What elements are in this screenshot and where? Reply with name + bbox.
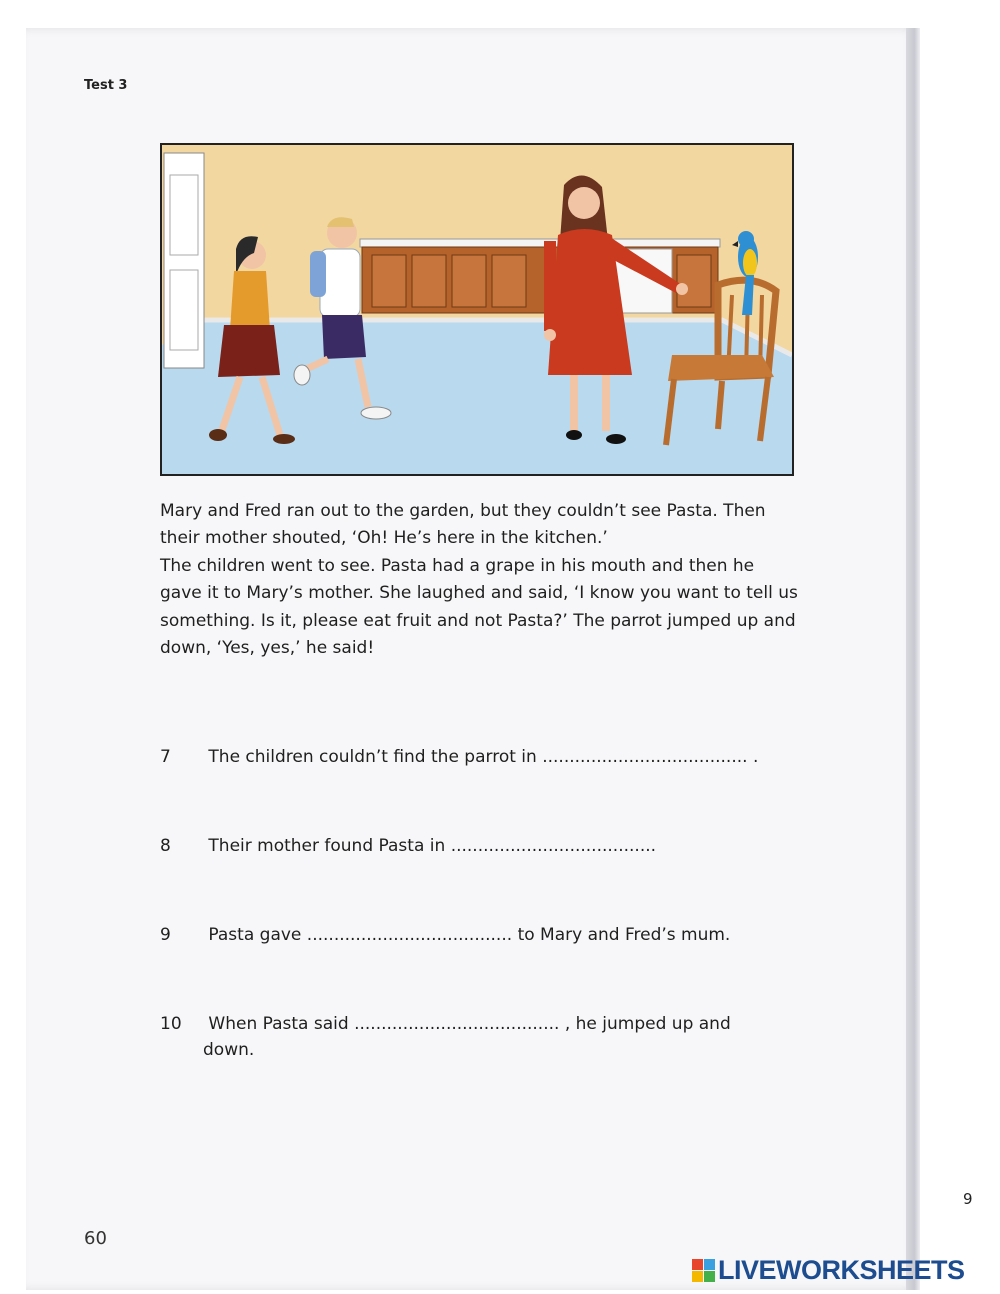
question-9 (160, 922, 730, 948)
story-paragraph: The children went to see. Pasta had a grape in his mouth and then he gave it to Mary’s mother. She laughed and said, ‘I know you want to tell us something. Is it, please eat fruit and not Pasta?’ The parrot jumped up and down, ‘Yes, yes,’ he said! (160, 555, 798, 659)
story-text (160, 498, 800, 662)
question-text-after: . (752, 747, 759, 767)
door-icon (164, 153, 204, 368)
answer-blank[interactable]: ...................................... (450, 836, 657, 856)
question-text: When Pasta said (208, 1014, 349, 1034)
worksheet-number: 9 (963, 1190, 973, 1208)
answer-blank[interactable]: ...................................... (306, 925, 513, 945)
question-text-after: to Mary and Fred’s mum. (517, 925, 731, 945)
story-illustration (160, 143, 794, 476)
question-8 (160, 833, 656, 859)
answer-blank[interactable]: ...................................... (542, 747, 748, 767)
question-text-continuation: down. (203, 1040, 255, 1060)
question-number: 10 (160, 1014, 182, 1034)
question-10 (160, 1011, 731, 1063)
question-number: 9 (160, 925, 171, 945)
question-number: 7 (160, 747, 171, 767)
logo-squares-icon (692, 1259, 715, 1282)
page-edge (906, 28, 920, 1290)
question-7 (160, 744, 758, 770)
question-text: Their mother found Pasta in (208, 836, 446, 856)
question-text-after: , he jumped up and (564, 1014, 731, 1034)
question-number: 8 (160, 836, 171, 856)
answer-blank[interactable]: ...................................... (354, 1014, 560, 1034)
question-text: The children couldn’t find the parrot in (208, 747, 537, 767)
page-number: 60 (84, 1228, 107, 1249)
liveworksheets-logo (692, 1255, 965, 1285)
logo-text: LIVEWORKSHEETS (718, 1254, 965, 1285)
question-text: Pasta gave (208, 925, 302, 945)
story-paragraph: Mary and Fred ran out to the garden, but they couldn’t see Pasta. Then their mother shouted, ‘Oh! He’s here in the kitchen.’ (160, 501, 766, 549)
page-header: Test 3 (84, 78, 128, 93)
